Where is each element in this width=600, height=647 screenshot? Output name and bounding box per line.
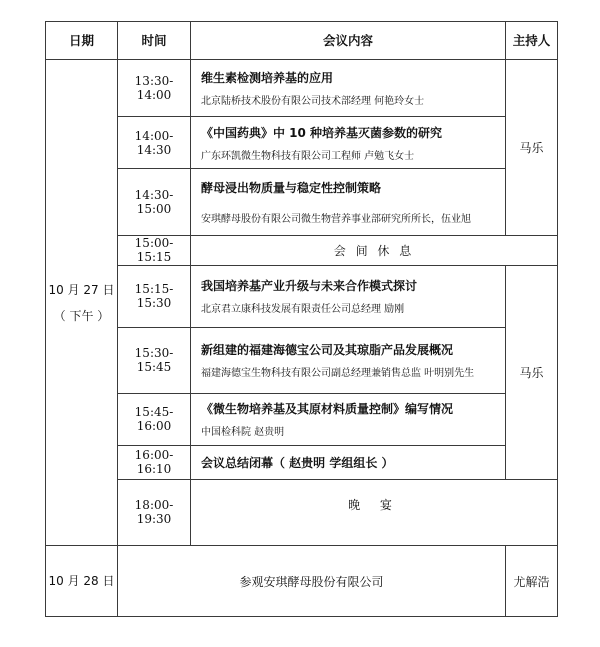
schedule-row <box>46 445 558 479</box>
session-content <box>191 445 506 479</box>
session-speaker: 广东环凯微生物科技有限公司工程师 卢勉飞女士 <box>201 150 415 162</box>
schedule-row <box>46 328 558 394</box>
schedule-row <box>46 59 558 116</box>
session-title: 《微生物培养基及其原材料质量控制》编写情况 <box>201 402 454 417</box>
session-speaker: 安琪酵母股份有限公司微生物营养事业部研究所所长，伍业旭 <box>201 214 471 226</box>
schedule-table <box>45 21 558 617</box>
session-speaker: 福建海德宝生物科技有限公司副总经理兼销售总监 叶明别先生 <box>201 368 475 380</box>
session-time: 14:00-14:30 <box>118 117 191 169</box>
session-speaker: 北京陆桥技术股份有限公司技术部经理 何艳玲女士 <box>201 96 425 108</box>
closing-title: 会议总结闭幕（ 赵贵明 学组组长 ） <box>201 455 394 470</box>
host-cell-3: 尤解浩 <box>506 546 558 617</box>
header-date: 日期 <box>46 22 118 60</box>
session-speaker: 中国检科院 赵贵明 <box>201 427 285 439</box>
day1-period: （ 下午 ） <box>53 308 110 323</box>
header-row <box>46 22 558 60</box>
session-time: 15:45-16:00 <box>118 393 191 445</box>
day2-activity: 参观安琪酵母股份有限公司 <box>118 546 506 617</box>
schedule-row <box>46 479 558 546</box>
session-title: 《中国药典》中 10 种培养基灭菌参数的研究 <box>201 125 443 140</box>
schedule-row <box>46 265 558 327</box>
dinner-label: 晚 宴 <box>191 479 558 546</box>
session-time: 13:30-14:00 <box>118 59 191 116</box>
schedule-row <box>46 117 558 169</box>
session-title: 维生素检测培养基的应用 <box>201 71 334 86</box>
session-time: 18:00-19:30 <box>118 479 191 546</box>
schedule-row <box>46 393 558 445</box>
day1-date: 10 月 27 日 <box>48 282 115 297</box>
header-time: 时间 <box>118 22 191 60</box>
session-time: 14:30-15:00 <box>118 169 191 236</box>
schedule-row <box>46 169 558 236</box>
session-time: 15:15-15:30 <box>118 265 191 327</box>
session-content <box>191 117 506 169</box>
host-cell-1: 马乐 <box>506 59 558 235</box>
session-content <box>191 59 506 116</box>
session-title: 酵母浸出物质量与稳定性控制策略 <box>201 181 382 196</box>
day2-row <box>46 546 558 617</box>
day1-date-cell <box>46 59 118 545</box>
session-content <box>191 393 506 445</box>
session-content <box>191 169 506 236</box>
session-title: 新组建的福建海德宝公司及其琼脂产品发展概况 <box>201 343 454 358</box>
header-host: 主持人 <box>506 22 558 60</box>
session-time: 15:00-15:15 <box>118 236 191 266</box>
session-content <box>191 328 506 394</box>
session-title: 我国培养基产业升级与未来合作模式探讨 <box>201 279 418 294</box>
session-time: 16:00-16:10 <box>118 445 191 479</box>
header-content: 会议内容 <box>191 22 506 60</box>
host-cell-2: 马乐 <box>506 265 558 479</box>
schedule-row <box>46 236 558 266</box>
session-time: 15:30-15:45 <box>118 328 191 394</box>
break-label: 会 间 休 息 <box>191 236 558 266</box>
session-content <box>191 265 506 327</box>
session-speaker: 北京君立康科技发展有限责任公司总经理 励刚 <box>201 304 405 316</box>
day2-date: 10 月 28 日 <box>46 546 118 617</box>
